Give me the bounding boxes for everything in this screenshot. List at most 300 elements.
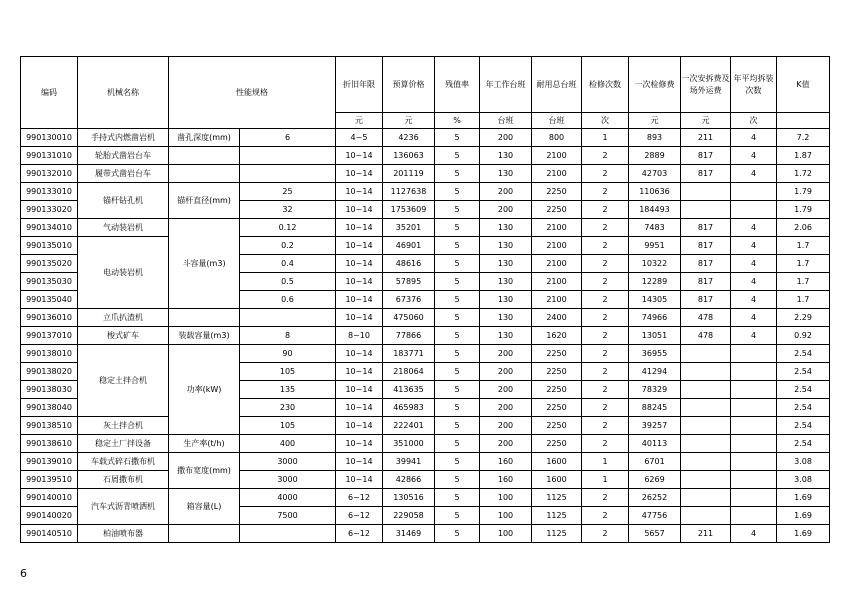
row-price: 46901 [383, 237, 435, 255]
row-resid: 5 [435, 237, 480, 255]
row-annual: 200 [480, 381, 532, 399]
row-dep: 10~14 [336, 471, 383, 489]
row-code: 990131010 [21, 147, 78, 165]
row-k: 1.72 [777, 165, 830, 183]
row-count: 2 [582, 525, 629, 543]
row-spec-label: 箱容量(L) [169, 489, 240, 525]
row-total: 2250 [532, 381, 582, 399]
row-price: 35201 [383, 219, 435, 237]
row-count: 2 [582, 291, 629, 309]
row-price: 48616 [383, 255, 435, 273]
row-price: 1753609 [383, 201, 435, 219]
row-price: 201119 [383, 165, 435, 183]
row-count: 2 [582, 507, 629, 525]
row-price: 42866 [383, 471, 435, 489]
row-annual: 200 [480, 399, 532, 417]
row-resid: 5 [435, 345, 480, 363]
row-resid: 5 [435, 291, 480, 309]
row-count: 2 [582, 417, 629, 435]
row-machine-name: 柏油喷布器 [78, 525, 169, 543]
row-once: 26252 [629, 489, 681, 507]
row-code: 990135040 [21, 291, 78, 309]
row-resid: 5 [435, 471, 480, 489]
table-row [21, 129, 830, 147]
row-resid: 5 [435, 417, 480, 435]
row-count: 2 [582, 435, 629, 453]
row-spec-value: 135 [240, 381, 336, 399]
row-machine-name: 汽车式沥青喷洒机 [78, 489, 169, 525]
row-spec-label: 凿孔深度(mm) [169, 129, 240, 147]
row-price: 4236 [383, 129, 435, 147]
row-count: 2 [582, 273, 629, 291]
row-total: 2250 [532, 345, 582, 363]
row-total: 2100 [532, 273, 582, 291]
row-once: 893 [629, 129, 681, 147]
row-once: 74966 [629, 309, 681, 327]
row-code: 990135030 [21, 273, 78, 291]
row-k: 3.08 [777, 471, 830, 489]
row-spec-value [240, 165, 336, 183]
row-resid: 5 [435, 219, 480, 237]
row-once: 88245 [629, 399, 681, 417]
table-row [21, 417, 830, 435]
row-annual: 100 [480, 525, 532, 543]
row-once: 7483 [629, 219, 681, 237]
row-once: 13051 [629, 327, 681, 345]
row-spec-value: 6 [240, 129, 336, 147]
row-resid: 5 [435, 255, 480, 273]
row-install [681, 507, 731, 525]
table-row [21, 435, 830, 453]
header-avg-install: 年平均拆装次数 [731, 57, 777, 113]
table-row [21, 327, 830, 345]
row-avg [731, 183, 777, 201]
row-spec-value: 3000 [240, 453, 336, 471]
row-k: 1.7 [777, 237, 830, 255]
row-annual: 160 [480, 453, 532, 471]
row-dep: 10~14 [336, 453, 383, 471]
table-row [21, 453, 830, 471]
row-code: 990135020 [21, 255, 78, 273]
row-annual: 200 [480, 345, 532, 363]
header-code: 编码 [21, 57, 78, 129]
row-install: 478 [681, 309, 731, 327]
row-k: 2.29 [777, 309, 830, 327]
row-code: 990139510 [21, 471, 78, 489]
row-spec-label: 功率(kW) [169, 345, 240, 435]
header-depreciation: 折旧年限 [336, 57, 383, 113]
row-machine-name: 手持式内燃凿岩机 [78, 129, 169, 147]
row-annual: 160 [480, 471, 532, 489]
row-spec-value: 3000 [240, 471, 336, 489]
row-install [681, 363, 731, 381]
row-annual: 200 [480, 129, 532, 147]
row-spec-value: 0.4 [240, 255, 336, 273]
row-total: 2250 [532, 417, 582, 435]
row-spec-value: 7500 [240, 507, 336, 525]
row-total: 1600 [532, 471, 582, 489]
row-once: 10322 [629, 255, 681, 273]
row-install [681, 381, 731, 399]
row-avg [731, 363, 777, 381]
row-count: 2 [582, 183, 629, 201]
row-price: 39941 [383, 453, 435, 471]
row-avg [731, 471, 777, 489]
row-count: 2 [582, 381, 629, 399]
table-row [21, 309, 830, 327]
row-dep: 8~10 [336, 327, 383, 345]
table-row [21, 471, 830, 489]
row-dep: 10~14 [336, 291, 383, 309]
row-spec-value: 0.2 [240, 237, 336, 255]
row-install: 817 [681, 291, 731, 309]
row-annual: 130 [480, 255, 532, 273]
row-machine-name: 气动装岩机 [78, 219, 169, 237]
row-total: 2100 [532, 219, 582, 237]
row-avg: 4 [731, 237, 777, 255]
row-avg: 4 [731, 273, 777, 291]
row-resid: 5 [435, 525, 480, 543]
row-annual: 130 [480, 219, 532, 237]
row-dep: 10~14 [336, 219, 383, 237]
row-total: 2250 [532, 399, 582, 417]
row-price: 31469 [383, 525, 435, 543]
row-once: 9951 [629, 237, 681, 255]
row-price: 57895 [383, 273, 435, 291]
row-total: 1620 [532, 327, 582, 345]
row-dep: 10~14 [336, 201, 383, 219]
row-price: 1127638 [383, 183, 435, 201]
unit-annual: 台班 [480, 113, 532, 129]
row-count: 1 [582, 471, 629, 489]
row-avg: 4 [731, 219, 777, 237]
row-spec-value: 90 [240, 345, 336, 363]
header-name: 机械名称 [78, 57, 169, 129]
row-once: 39257 [629, 417, 681, 435]
unit-count: 次 [582, 113, 629, 129]
header-price: 预算价格 [383, 57, 435, 113]
header-row [21, 57, 830, 113]
row-price: 475060 [383, 309, 435, 327]
row-install [681, 471, 731, 489]
row-k: 1.7 [777, 255, 830, 273]
row-avg [731, 453, 777, 471]
row-machine-name: 梭式矿车 [78, 327, 169, 345]
row-avg [731, 435, 777, 453]
row-avg [731, 399, 777, 417]
row-spec-value: 105 [240, 417, 336, 435]
row-spec-value [240, 147, 336, 165]
unit-resid: % [435, 113, 480, 129]
header-residual: 残值率 [435, 57, 480, 113]
row-annual: 200 [480, 183, 532, 201]
row-install: 817 [681, 147, 731, 165]
row-spec-value: 25 [240, 183, 336, 201]
row-code: 990138020 [21, 363, 78, 381]
row-code: 990136010 [21, 309, 78, 327]
row-code: 990133010 [21, 183, 78, 201]
row-spec-label [169, 309, 240, 327]
row-once: 110636 [629, 183, 681, 201]
row-annual: 200 [480, 417, 532, 435]
row-count: 2 [582, 219, 629, 237]
row-spec-label: 撒布宽度(mm) [169, 453, 240, 489]
header-spec: 性能规格 [169, 57, 336, 129]
row-k: 7.2 [777, 129, 830, 147]
row-resid: 5 [435, 435, 480, 453]
row-k: 3.08 [777, 453, 830, 471]
row-dep: 6~12 [336, 507, 383, 525]
row-dep: 10~14 [336, 309, 383, 327]
row-resid: 5 [435, 381, 480, 399]
unit-avg: 次 [731, 113, 777, 129]
row-spec-value: 4000 [240, 489, 336, 507]
row-resid: 5 [435, 165, 480, 183]
row-k: 2.06 [777, 219, 830, 237]
row-count: 1 [582, 129, 629, 147]
row-annual: 200 [480, 435, 532, 453]
row-once: 2889 [629, 147, 681, 165]
row-machine-name: 稳定土厂拌设备 [78, 435, 169, 453]
row-machine-name: 锚杆钻孔机 [78, 183, 169, 219]
row-count: 2 [582, 147, 629, 165]
row-install: 211 [681, 129, 731, 147]
row-code: 990138510 [21, 417, 78, 435]
row-annual: 130 [480, 147, 532, 165]
row-code: 990138040 [21, 399, 78, 417]
row-resid: 5 [435, 129, 480, 147]
row-avg: 4 [731, 525, 777, 543]
row-resid: 5 [435, 147, 480, 165]
row-total: 2100 [532, 147, 582, 165]
row-avg: 4 [731, 147, 777, 165]
table-row [21, 165, 830, 183]
row-total: 2250 [532, 183, 582, 201]
table-row [21, 183, 830, 201]
table-row [21, 219, 830, 237]
row-spec-label: 锚杆直径(mm) [169, 183, 240, 219]
row-avg [731, 417, 777, 435]
row-machine-name: 稳定土拌合机 [78, 345, 169, 417]
row-install: 817 [681, 237, 731, 255]
row-dep: 10~14 [336, 165, 383, 183]
row-spec-label: 装载容量(m3) [169, 327, 240, 345]
row-price: 136063 [383, 147, 435, 165]
row-k: 1.87 [777, 147, 830, 165]
row-total: 2250 [532, 363, 582, 381]
row-resid: 5 [435, 489, 480, 507]
row-spec-value: 400 [240, 435, 336, 453]
row-install [681, 183, 731, 201]
row-count: 1 [582, 453, 629, 471]
row-dep: 10~14 [336, 363, 383, 381]
row-once: 14305 [629, 291, 681, 309]
row-avg [731, 489, 777, 507]
row-dep: 10~14 [336, 399, 383, 417]
row-resid: 5 [435, 327, 480, 345]
row-dep: 4~5 [336, 129, 383, 147]
row-dep: 10~14 [336, 435, 383, 453]
row-once: 78329 [629, 381, 681, 399]
row-total: 1125 [532, 507, 582, 525]
row-resid: 5 [435, 201, 480, 219]
row-avg: 4 [731, 165, 777, 183]
row-install: 478 [681, 327, 731, 345]
row-code: 990130010 [21, 129, 78, 147]
unit-install: 元 [681, 113, 731, 129]
row-spec-label [169, 147, 240, 165]
row-avg: 4 [731, 129, 777, 147]
row-resid: 5 [435, 453, 480, 471]
row-avg: 4 [731, 255, 777, 273]
table-row [21, 525, 830, 543]
row-spec-value: 0.5 [240, 273, 336, 291]
row-total: 2100 [532, 291, 582, 309]
row-total: 2400 [532, 309, 582, 327]
row-machine-name: 灰土拌合机 [78, 417, 169, 435]
row-install [681, 399, 731, 417]
row-total: 1600 [532, 453, 582, 471]
row-annual: 130 [480, 273, 532, 291]
row-code: 990140510 [21, 525, 78, 543]
row-machine-name: 石屑撒布机 [78, 471, 169, 489]
row-install [681, 201, 731, 219]
row-price: 130516 [383, 489, 435, 507]
row-spec-value: 0.6 [240, 291, 336, 309]
row-avg [731, 201, 777, 219]
unit-price: 元 [383, 113, 435, 129]
row-machine-name: 车载式碎石撒布机 [78, 453, 169, 471]
row-annual: 200 [480, 363, 532, 381]
row-once: 5657 [629, 525, 681, 543]
row-once: 6269 [629, 471, 681, 489]
row-spec-label: 斗容量(m3) [169, 219, 240, 309]
row-install: 817 [681, 219, 731, 237]
row-count: 2 [582, 327, 629, 345]
row-total: 2100 [532, 237, 582, 255]
row-price: 351000 [383, 435, 435, 453]
row-count: 2 [582, 201, 629, 219]
row-spec-value [240, 309, 336, 327]
row-code: 990140020 [21, 507, 78, 525]
row-price: 77866 [383, 327, 435, 345]
row-total: 2100 [532, 255, 582, 273]
row-install: 817 [681, 165, 731, 183]
row-avg [731, 345, 777, 363]
row-count: 2 [582, 399, 629, 417]
row-machine-name: 立爪扒渣机 [78, 309, 169, 327]
row-count: 2 [582, 165, 629, 183]
row-price: 465983 [383, 399, 435, 417]
row-spec-label [169, 165, 240, 183]
unit-dep: 元 [336, 113, 383, 129]
row-install [681, 345, 731, 363]
row-once: 12289 [629, 273, 681, 291]
row-machine-name: 轮胎式凿岩台车 [78, 147, 169, 165]
row-resid: 5 [435, 309, 480, 327]
row-annual: 200 [480, 201, 532, 219]
row-price: 218064 [383, 363, 435, 381]
row-once: 6701 [629, 453, 681, 471]
row-spec-value [240, 525, 336, 543]
row-k: 1.79 [777, 183, 830, 201]
row-resid: 5 [435, 273, 480, 291]
header-repair-cost: 一次检修费 [629, 57, 681, 113]
row-price: 67376 [383, 291, 435, 309]
row-k: 2.54 [777, 345, 830, 363]
row-machine-name: 履带式凿岩台车 [78, 165, 169, 183]
machinery-cost-table [20, 56, 830, 543]
row-once: 40113 [629, 435, 681, 453]
row-install [681, 489, 731, 507]
row-price: 229058 [383, 507, 435, 525]
row-k: 1.69 [777, 507, 830, 525]
row-spec-value: 0.12 [240, 219, 336, 237]
row-spec-value: 105 [240, 363, 336, 381]
row-dep: 6~12 [336, 489, 383, 507]
row-code: 990132010 [21, 165, 78, 183]
row-dep: 10~14 [336, 255, 383, 273]
row-avg [731, 507, 777, 525]
row-total: 800 [532, 129, 582, 147]
row-annual: 130 [480, 291, 532, 309]
row-annual: 100 [480, 507, 532, 525]
row-annual: 130 [480, 327, 532, 345]
row-price: 222401 [383, 417, 435, 435]
row-count: 2 [582, 489, 629, 507]
row-code: 990133020 [21, 201, 78, 219]
row-total: 1125 [532, 489, 582, 507]
row-once: 42703 [629, 165, 681, 183]
header-annual-shifts: 年工作台班 [480, 57, 532, 113]
row-dep: 6~12 [336, 525, 383, 543]
row-annual: 100 [480, 489, 532, 507]
table-row [21, 345, 830, 363]
row-resid: 5 [435, 363, 480, 381]
row-code: 990138610 [21, 435, 78, 453]
header-repair-count: 检修次数 [582, 57, 629, 113]
row-count: 2 [582, 255, 629, 273]
row-code: 990138010 [21, 345, 78, 363]
row-code: 990140010 [21, 489, 78, 507]
row-code: 990139010 [21, 453, 78, 471]
row-spec-value: 32 [240, 201, 336, 219]
header-k: K值 [777, 57, 830, 113]
row-spec-value: 8 [240, 327, 336, 345]
row-count: 2 [582, 309, 629, 327]
row-code: 990135010 [21, 237, 78, 255]
row-resid: 5 [435, 507, 480, 525]
unit-k [777, 113, 830, 129]
row-dep: 10~14 [336, 381, 383, 399]
unit-once: 元 [629, 113, 681, 129]
row-spec-value: 230 [240, 399, 336, 417]
row-install: 817 [681, 273, 731, 291]
row-machine-name: 电动装岩机 [78, 237, 169, 309]
row-install: 211 [681, 525, 731, 543]
row-once: 36955 [629, 345, 681, 363]
header-total-shifts: 耐用总台班 [532, 57, 582, 113]
row-price: 183771 [383, 345, 435, 363]
row-k: 1.7 [777, 291, 830, 309]
row-spec-label: 生产率(t/h) [169, 435, 240, 453]
row-code: 990134010 [21, 219, 78, 237]
row-once: 47756 [629, 507, 681, 525]
row-count: 2 [582, 237, 629, 255]
row-price: 413635 [383, 381, 435, 399]
row-total: 2250 [532, 201, 582, 219]
row-k: 2.54 [777, 363, 830, 381]
